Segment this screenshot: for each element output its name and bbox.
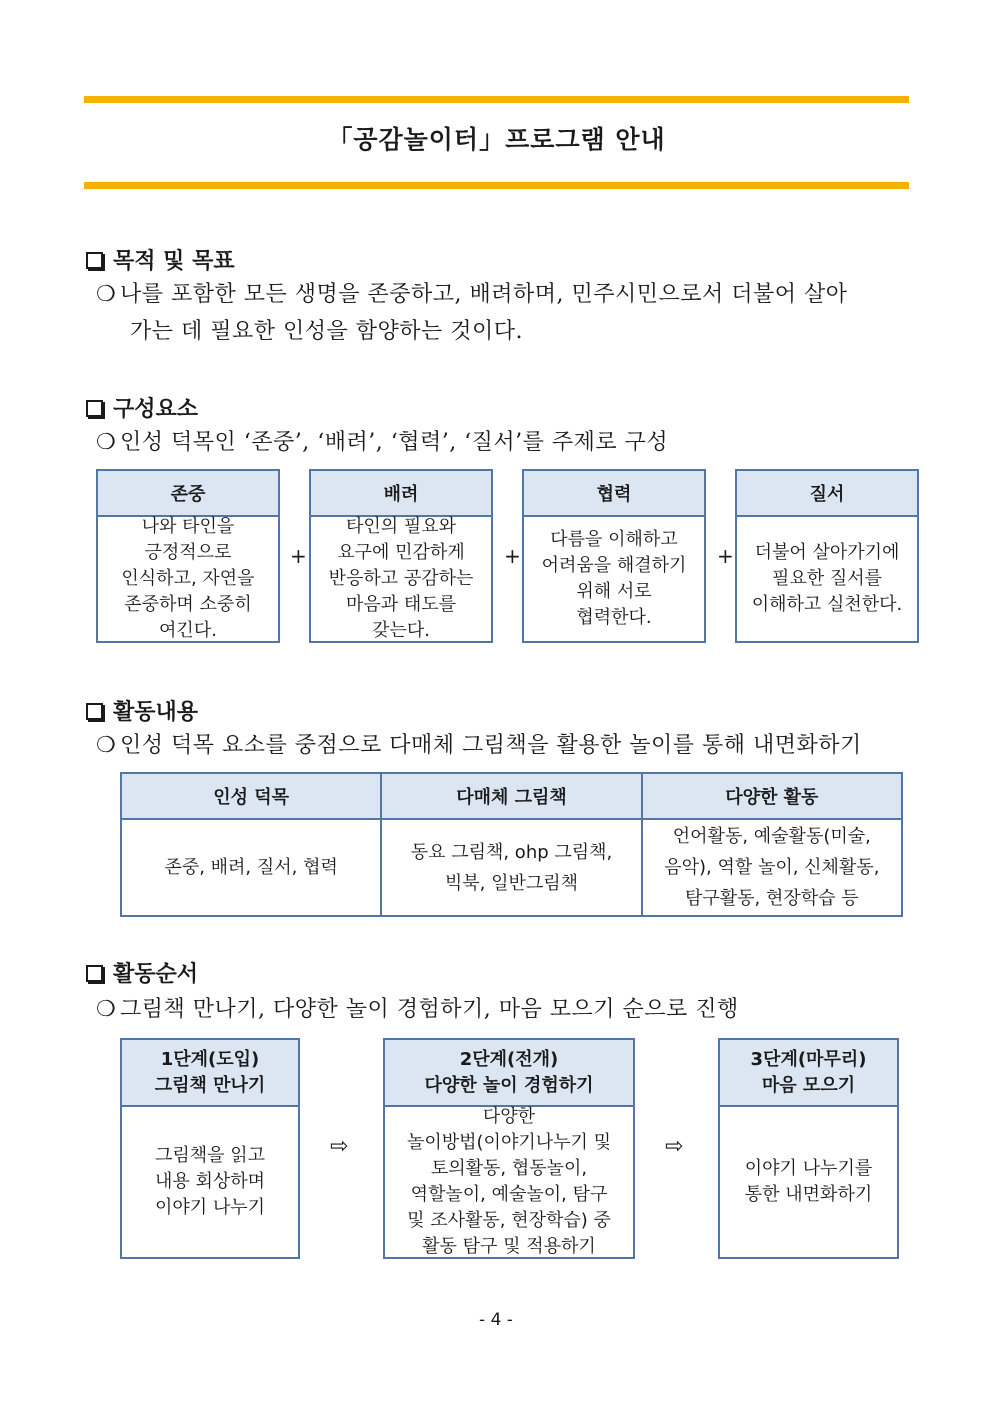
- step-box-body: [385, 1107, 633, 1257]
- virtue-box-line: 어려움을 해결하기: [541, 555, 687, 576]
- virtue-box-consideration: [309, 469, 493, 643]
- right-arrow-icon: ⇨: [665, 1134, 684, 1159]
- cell-line: 동요 그림책, ohp 그림책,: [410, 841, 613, 863]
- circle-bullet-icon: ❍: [96, 430, 117, 455]
- cell-line: 음악), 역할 놀이, 신체활동,: [664, 857, 880, 878]
- circle-bullet-icon: ❍: [96, 997, 117, 1022]
- virtue-box-line: 위해 서로: [576, 581, 652, 602]
- section-heading-activities: [86, 695, 198, 726]
- virtue-box-line: 타인의 필요와: [345, 516, 457, 537]
- virtue-box-line: 여긴다.: [159, 620, 217, 641]
- activity-table: [120, 772, 903, 917]
- cell-line: 빅북, 일반그림책: [444, 872, 579, 894]
- step-title: 1단계(도입): [160, 1048, 260, 1070]
- step-box-body: [720, 1107, 897, 1257]
- step-box-header: [385, 1040, 633, 1107]
- step-line: 토의활동, 협동놀이,: [430, 1158, 588, 1179]
- step-line: 놀이방법(이야기나누기 및: [406, 1132, 611, 1153]
- virtue-box-body: [524, 517, 704, 641]
- cell-line: 언어활동, 예술활동(미술,: [672, 826, 871, 847]
- section-heading-purpose: [86, 244, 235, 275]
- section-heading-text: 활동내용: [113, 699, 199, 725]
- step-line: 이야기 나누기: [154, 1197, 266, 1218]
- page-title: 「공감놀이터」프로그램 안내: [327, 125, 666, 154]
- order-bullet-text: 그림책 만나기, 다양한 놀이 경험하기, 마음 모으기 순으로 진행: [120, 997, 739, 1022]
- virtue-box-line: 이해하고 실천한다.: [751, 594, 903, 615]
- right-arrow-icon: ⇨: [330, 1134, 349, 1159]
- virtue-box-line: 필요한 질서를: [771, 568, 883, 589]
- step-subtitle: 그림책 만나기: [154, 1074, 266, 1096]
- virtue-box-line: 다름을 이해하고: [550, 529, 678, 550]
- circle-bullet-icon: ❍: [96, 733, 117, 758]
- step-box-body: [122, 1107, 298, 1257]
- virtue-box-line: 인식하고, 자연을: [121, 568, 255, 589]
- virtue-box-line: 반응하고 공감하는: [328, 568, 474, 589]
- purpose-bullet: [96, 276, 921, 350]
- table-row: [121, 819, 902, 916]
- square-bullet-icon: [86, 400, 103, 417]
- square-bullet-icon: [86, 965, 103, 982]
- step-line: 및 조사활동, 현장학습) 중: [407, 1210, 611, 1231]
- virtue-box-body: [737, 517, 917, 641]
- table-header-row: [121, 773, 902, 819]
- virtue-box-title: 협력: [524, 471, 704, 517]
- step-line: 다양한: [482, 1106, 536, 1127]
- virtue-box-title: 배려: [311, 471, 491, 517]
- top-accent-bar: [84, 96, 909, 103]
- step-subtitle: 다양한 놀이 경험하기: [424, 1074, 594, 1096]
- circle-bullet-icon: ❍: [96, 282, 117, 307]
- purpose-line-2: 가는 데 필요한 인성을 함양하는 것이다.: [130, 319, 523, 344]
- virtue-box-line: 더불어 살아가기에: [754, 542, 900, 563]
- section-heading-order: [86, 957, 198, 988]
- step-line: 역할놀이, 예술놀이, 탐구: [410, 1184, 608, 1205]
- step-box-3: [718, 1038, 899, 1259]
- page-number: - 4 -: [479, 1310, 513, 1330]
- activities-bullet-text: 인성 덕목 요소를 중점으로 다매체 그림책을 활용한 놀이를 통해 내면화하기: [120, 733, 862, 758]
- step-line: 그림책을 읽고: [154, 1145, 266, 1166]
- step-box-header: [122, 1040, 298, 1107]
- virtue-box-body: [311, 517, 491, 641]
- step-line: 이야기 나누기를: [744, 1158, 873, 1179]
- step-box-header: [720, 1040, 897, 1107]
- step-title: 2단계(전개): [459, 1048, 559, 1070]
- virtue-box-line: 존중하며 소중히: [124, 594, 252, 615]
- step-box-1: [120, 1038, 300, 1259]
- table-header-cell: 인성 덕목: [121, 773, 381, 819]
- virtue-box-body: [98, 517, 278, 641]
- virtue-box-line: 요구에 민감하게: [337, 542, 465, 563]
- bottom-accent-bar: [84, 182, 909, 189]
- purpose-line-1: 나를 포함한 모든 생명을 존중하고, 배려하며, 민주시민으로서 더불어 살아: [120, 282, 848, 307]
- square-bullet-icon: [86, 703, 103, 720]
- step-box-2: [383, 1038, 635, 1259]
- virtue-box-line: 긍정적으로: [144, 542, 232, 563]
- activities-bullet: [96, 727, 921, 764]
- section-heading-text: 목적 및 목표: [113, 248, 235, 274]
- table-cell-books: [381, 819, 641, 916]
- section-heading-components: [86, 392, 198, 423]
- virtue-box-title: 존중: [98, 471, 278, 517]
- virtue-box-title: 질서: [737, 471, 917, 517]
- virtue-box-line: 나와 타인을: [141, 516, 235, 537]
- section-heading-text: 구성요소: [113, 396, 199, 422]
- virtue-box-line: 협력한다.: [576, 607, 652, 628]
- table-cell-activities: [642, 819, 902, 916]
- virtue-box-cooperation: [522, 469, 706, 643]
- table-cell-virtues: 존중, 배려, 질서, 협력: [121, 819, 381, 916]
- step-line: 통한 내면화하기: [744, 1184, 873, 1205]
- plus-sign: +: [504, 544, 521, 568]
- plus-sign: +: [717, 544, 734, 568]
- components-bullet: [96, 424, 921, 461]
- table-header-cell: 다양한 활동: [642, 773, 902, 819]
- table-header-cell: 다매체 그림책: [381, 773, 641, 819]
- step-subtitle: 마음 모으기: [761, 1074, 856, 1096]
- virtue-box-line: 마음과 태도를: [345, 594, 457, 615]
- section-heading-text: 활동순서: [113, 961, 199, 987]
- step-title: 3단계(마무리): [750, 1048, 867, 1070]
- square-bullet-icon: [86, 252, 103, 269]
- plus-sign: +: [290, 544, 307, 568]
- virtue-box-respect: [96, 469, 280, 643]
- cell-line: 탐구활동, 현장학습 등: [685, 888, 859, 909]
- order-bullet: [96, 991, 921, 1028]
- components-bullet-text: 인성 덕목인 ‘존중’, ‘배려’, ‘협력’, ‘질서’를 주제로 구성: [120, 430, 669, 455]
- virtue-box-order: [735, 469, 919, 643]
- step-line: 활동 탐구 및 적용하기: [422, 1236, 596, 1257]
- virtue-box-line: 갖는다.: [372, 620, 430, 641]
- step-line: 내용 회상하며: [154, 1171, 266, 1192]
